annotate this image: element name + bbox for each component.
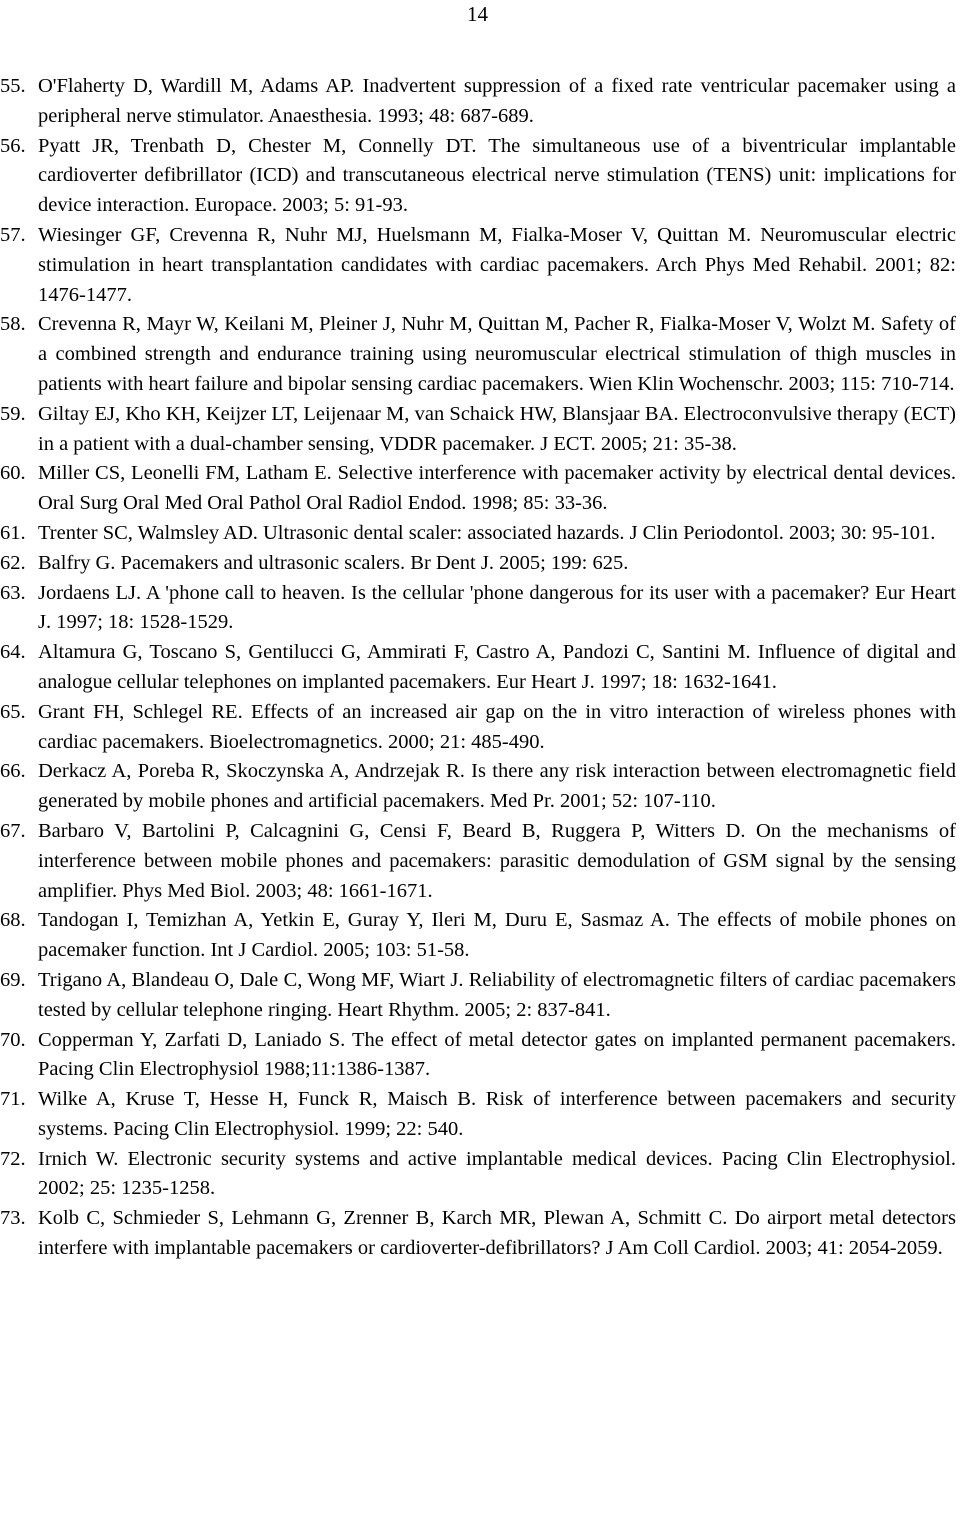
reference-text: Trenter SC, Walmsley AD. Ultrasonic dental scaler: associated hazards. J Clin Periodontol. 2003; 30: 95-101. (38, 521, 936, 544)
reference-item (0, 757, 960, 817)
reference-number: 61. (0, 521, 26, 544)
reference-number: 69. (0, 968, 26, 991)
reference-number: 71. (0, 1088, 26, 1111)
reference-text: Wiesinger GF, Crevenna R, Nuhr MJ, Huelsmann M, Fialka-Moser V, Quittan M. Neuromuscular electric stimulation in heart transplantation candidates with cardiac pacemakers. Arch Phys Med Rehabil. 2001; 82: 1476-1477. (38, 223, 956, 306)
reference-number: 73. (0, 1207, 26, 1230)
reference-text: O'Flaherty D, Wardill M, Adams AP. Inadvertent suppression of a fixed rate ventricular pacemaker using a peripheral nerve stimulator. Anaesthesia. 1993; 48: 687-689. (38, 75, 956, 127)
reference-list (0, 72, 960, 1264)
reference-text: Jordaens LJ. A 'phone call to heaven. Is the cellular 'phone dangerous for its user with a pacemaker? Eur Heart J. 1997; 18: 1528-1529. (38, 581, 956, 634)
reference-item (0, 638, 960, 698)
reference-item (0, 906, 960, 966)
reference-text: Miller CS, Leonelli FM, Latham E. Selective interference with pacemaker activity by electrical dental devices. Oral Surg Oral Med Oral Pathol Oral Radiol Endod. 1998; 85: 33-36. (38, 462, 956, 515)
reference-number: 68. (0, 909, 26, 932)
reference-item (0, 221, 960, 310)
reference-text: Copperman Y, Zarfati D, Laniado S. The effect of metal detector gates on implanted permanent pacemakers. Pacing Clin Electrophysiol 1988;11:1386-1387. (38, 1028, 956, 1081)
reference-number: 57. (0, 223, 26, 246)
reference-item (0, 1085, 960, 1145)
reference-text: Giltay EJ, Kho KH, Keijzer LT, Leijenaar M, van Schaick HW, Blansjaar BA. Electroconvulsive therapy (ECT) in a patient with a dual-chamber sensing, VDDR pacemaker. J ECT. 2005; 21: 35-38. (38, 402, 956, 455)
reference-text: Wilke A, Kruse T, Hesse H, Funck R, Maisch B. Risk of interference between pacemakers and security systems. Pacing Clin Electrophysiol. 1999; 22: 540. (38, 1088, 956, 1140)
reference-number: 59. (0, 402, 26, 425)
reference-number: 67. (0, 819, 26, 842)
reference-item (0, 1145, 960, 1205)
reference-number: 66. (0, 760, 26, 783)
reference-item (0, 1204, 960, 1264)
reference-number: 72. (0, 1147, 26, 1170)
reference-text: Crevenna R, Mayr W, Keilani M, Pleiner J, Nuhr M, Quittan M, Pacher R, Fialka-Moser V, Wolzt M. Safety of a combined strength and endurance training using neuromuscular electrical stimulation of thigh muscles in patients with heart failure and bipolar sensing cardiac pacemakers. Wien Klin Wochenschr. 2003; 115: 710-714. (38, 313, 956, 395)
reference-item (0, 579, 960, 639)
page-number: 14 (467, 2, 488, 26)
reference-text: Trigano A, Blandeau O, Dale C, Wong MF, Wiart J. Reliability of electromagnetic filters of cardiac pacemakers tested by cellular telephone ringing. Heart Rhythm. 2005; 2: 837-841. (38, 968, 956, 1021)
reference-text: Tandogan I, Temizhan A, Yetkin E, Guray Y, Ileri M, Duru E, Sasmaz A. The effects of mobile phones on pacemaker function. Int J Cardiol. 2005; 103: 51-58. (38, 909, 956, 962)
reference-item (0, 132, 960, 221)
reference-item (0, 817, 960, 906)
reference-text: Balfry G. Pacemakers and ultrasonic scalers. Br Dent J. 2005; 199: 625. (38, 551, 629, 574)
reference-item (0, 549, 960, 579)
reference-text: Derkacz A, Poreba R, Skoczynska A, Andrzejak R. Is there any risk interaction between electromagnetic field generated by mobile phones and artificial pacemakers. Med Pr. 2001; 52: 107-110. (38, 760, 956, 813)
reference-item (0, 519, 960, 549)
reference-item (0, 698, 960, 758)
reference-number: 64. (0, 641, 26, 664)
reference-item (0, 310, 960, 399)
reference-number: 60. (0, 462, 26, 485)
reference-text: Barbaro V, Bartolini P, Calcagnini G, Censi F, Beard B, Ruggera P, Witters D. On the mechanisms of interference between mobile phones and pacemakers: parasitic demodulation of GSM signal by the sensing amplifier. Phys Med Biol. 2003; 48: 1661-1671. (38, 819, 956, 902)
reference-text: Kolb C, Schmieder S, Lehmann G, Zrenner B, Karch MR, Plewan A, Schmitt C. Do airport metal detectors interfere with implantable pacemakers or cardioverter-defibrillators? J Am Coll Cardiol. 2003; 41: 2054-2059. (38, 1207, 956, 1260)
reference-item (0, 459, 960, 519)
reference-text: Irnich W. Electronic security systems and active implantable medical devices. Pacing Clin Electrophysiol. 2002; 25: 1235-1258. (38, 1147, 956, 1200)
reference-text: Altamura G, Toscano S, Gentilucci G, Ammirati F, Castro A, Pandozi C, Santini M. Influence of digital and analogue cellular telephones on implanted pacemakers. Eur Heart J. 1997; 18: 1632-1641. (38, 641, 956, 693)
reference-text: Grant FH, Schlegel RE. Effects of an increased air gap on the in vitro interaction of wireless phones with cardiac pacemakers. Bioelectromagnetics. 2000; 21: 485-490. (38, 700, 956, 753)
reference-item (0, 400, 960, 460)
reference-item (0, 72, 960, 132)
reference-number: 62. (0, 551, 26, 574)
reference-number: 58. (0, 313, 26, 336)
reference-number: 70. (0, 1028, 26, 1051)
reference-text: Pyatt JR, Trenbath D, Chester M, Connelly DT. The simultaneous use of a biventricular implantable cardioverter defibrillator (ICD) and transcutaneous electrical nerve stimulation (TENS) unit: implications for device interaction. Europace. 2003; 5: 91-93. (38, 134, 956, 217)
reference-item (0, 966, 960, 1026)
reference-number: 56. (0, 134, 26, 157)
reference-number: 63. (0, 581, 26, 604)
reference-item (0, 1026, 960, 1086)
reference-number: 55. (0, 75, 26, 97)
reference-number: 65. (0, 700, 26, 723)
